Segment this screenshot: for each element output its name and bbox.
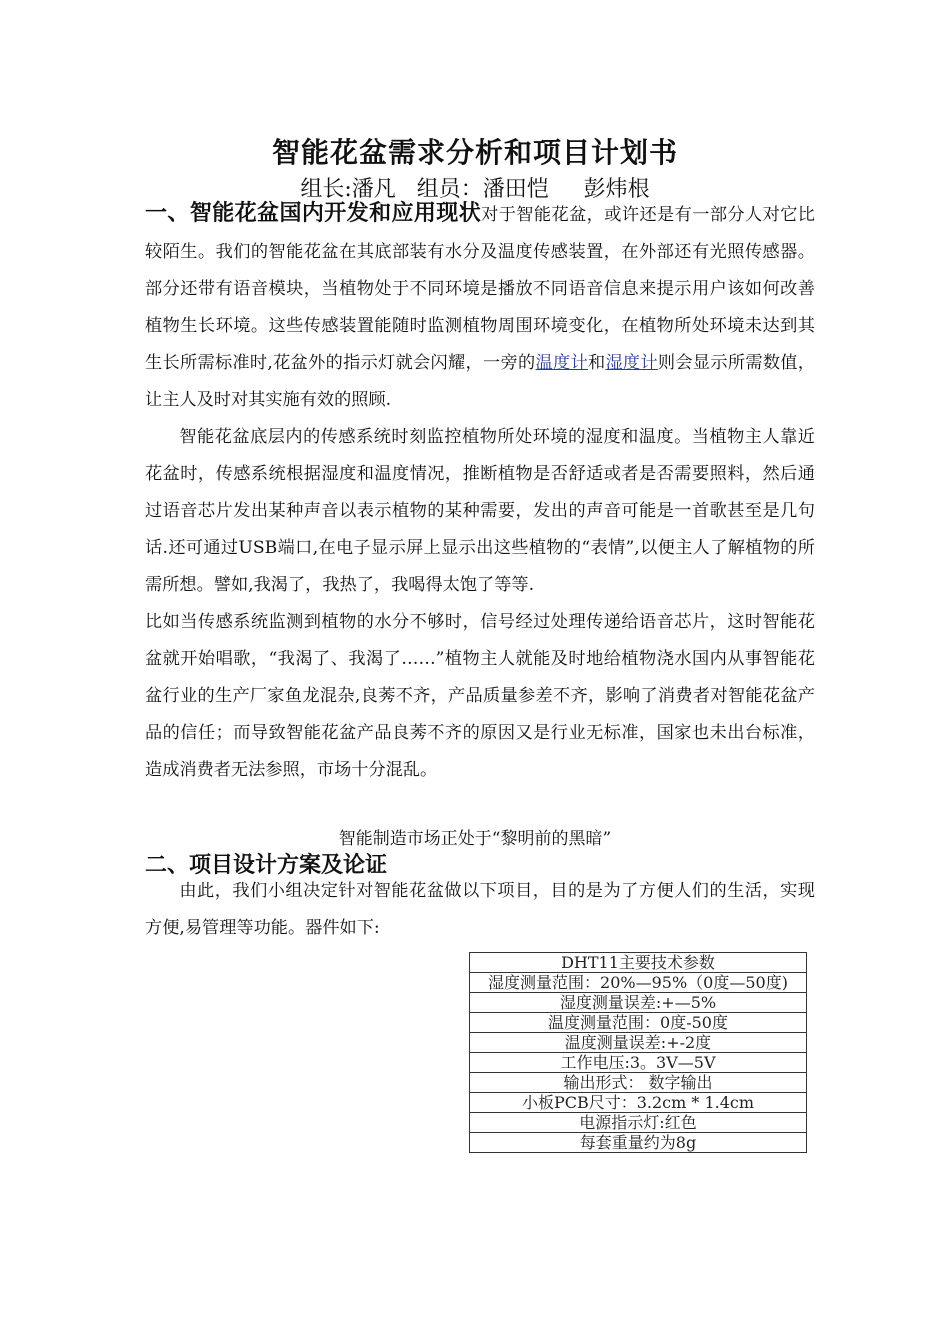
hygrometer-link[interactable]: 湿度计	[605, 353, 658, 373]
section1-heading: 一、智能花盆国内开发和应用现状	[145, 201, 482, 226]
table-cell: 湿度测量范围：20%—95%（0度—50度)	[470, 973, 807, 993]
table-row	[470, 953, 807, 973]
section1-body	[145, 195, 815, 789]
table-row	[470, 1013, 807, 1033]
table-cell: 每套重量约为8g	[470, 1133, 807, 1153]
section2-heading: 二、项目设计方案及论证	[145, 853, 388, 878]
table-cell: DHT11主要技术参数	[470, 953, 807, 973]
section1-paragraph1-b: 和	[587, 353, 606, 373]
dht11-spec-table	[469, 952, 807, 1153]
table-cell: 小板PCB尺寸：3.2cm * 1.4cm	[470, 1093, 807, 1113]
table-cell: 温度测量范围：0度-50度	[470, 1013, 807, 1033]
table-cell: 电源指示灯:红色	[470, 1113, 807, 1133]
section1-paragraph1-c: 则会显示所需数值，让主人及时对其实施有效的照顾.	[145, 353, 815, 410]
table-row	[470, 1053, 807, 1073]
table-cell: 输出形式： 数字输出	[470, 1073, 807, 1093]
thermometer-link[interactable]: 温度计	[535, 353, 588, 373]
section1-caption: 智能制造市场正处于“黎明前的黑暗”	[338, 829, 612, 849]
section1-paragraph3: 比如当传感系统监测到植物的水分不够时，信号经过处理传递给语音芯片，这时智能花盆就开始唱歌，“我渴了、我渴了……”植物主人就能及时地给植物浇水国内从事智能花盆行业的生产厂家鱼龙混杂,良莠不齐，产品质量参差不齐，影响了消费者对智能花盆产品的信任；而导致智能花盆产品良莠不齐的原因又是行业无标准，国家也未出台标准，造成消费者无法参照，市场十分混乱。	[145, 612, 815, 780]
section2-paragraph1: 由此，我们小组决定针对智能花盆做以下项目，目的是为了方便人们的生活，实现方便,易管理等功能。器件如下:	[145, 881, 815, 938]
table-row	[470, 1113, 807, 1133]
table-cell: 温度测量误差:+-2度	[470, 1033, 807, 1053]
section1-paragraph1-a: 对于智能花盆，或许还是有一部分人对它比较陌生。我们的智能花盆在其底部装有水分及温度传感装置，在外部还有光照传感器。部分还带有语音模块，当植物处于不同环境是播放不同语音信息来提示用户该如何改善植物生长环境。这些传感装置能随时监测植物周围环境变化，在植物所处环境未达到其生长所需标准时,花盆外的指示灯就会闪耀，一旁的	[145, 205, 815, 373]
section1-paragraph2: 智能花盆底层内的传感系统时刻监控植物所处环境的湿度和温度。当植物主人靠近花盆时，传感系统根据湿度和温度情况，推断植物是否舒适或者是否需要照料，然后通过语音芯片发出某种声音以表示植物的某种需要，发出的声音可能是一首歌甚至是几句话.还可通过USB端口,在电子显示屏上显示出这些植物的“表情”,以便主人了解植物的所需所想。譬如,我渴了，我热了，我喝得太饱了等等.	[145, 427, 815, 595]
document-title: 智能花盆需求分析和项目计划书	[271, 136, 678, 169]
table-row	[470, 1093, 807, 1113]
table-row	[470, 1073, 807, 1093]
table-row	[470, 973, 807, 993]
team-members: 组长:潘凡 组员：潘田恺 彭炜根	[300, 177, 650, 202]
table-row	[470, 1033, 807, 1053]
table-row	[470, 993, 807, 1013]
table-cell: 工作电压:3。3V—5V	[470, 1053, 807, 1073]
table-row	[470, 1133, 807, 1153]
table-cell: 湿度测量误差:+—5%	[470, 993, 807, 1013]
